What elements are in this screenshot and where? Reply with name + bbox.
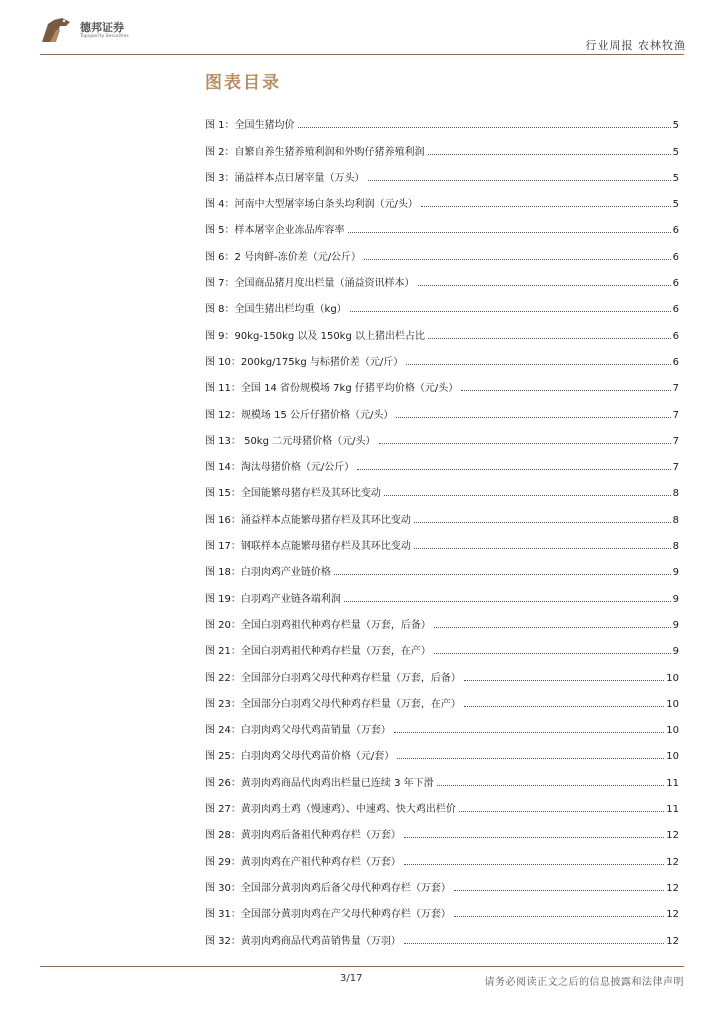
toc-dot-leader [454, 890, 664, 891]
toc-entry-page[interactable]: 6 [672, 225, 679, 237]
toc-entry[interactable] [205, 473, 679, 499]
toc-entry-label[interactable]: 图 18：白羽肉鸡产业链价格 [205, 567, 331, 579]
toc-entry-label[interactable]: 图 16：涌益样本点能繁母猪存栏及其环比变动 [205, 514, 411, 526]
report-category: 行业周报 农林牧渔 [585, 39, 686, 52]
toc-entry-label[interactable]: 图 2：自繁自养生猪养殖利润和外购仔猪养殖利润 [205, 146, 425, 158]
toc-entry[interactable] [205, 631, 679, 657]
toc-entry[interactable] [205, 605, 679, 631]
toc-entry[interactable] [205, 868, 679, 894]
toc-entry[interactable] [205, 105, 679, 131]
toc-entry-label[interactable]: 图 32：黄羽肉鸡商品代鸡苗销售量（万羽） [205, 935, 401, 947]
toc-entry[interactable] [205, 131, 679, 157]
toc-entry-page[interactable]: 6 [672, 278, 679, 290]
toc-entry-label[interactable]: 图 20：全国白羽鸡祖代种鸡存栏量（万套，后备） [205, 619, 431, 631]
toc-entry-label[interactable]: 图 25：白羽肉鸡父母代鸡苗价格（元/套） [205, 751, 395, 763]
toc-dot-leader [421, 206, 671, 207]
toc-entry-label[interactable]: 图 10：200kg/175kg 与标猪价差（元/斤） [205, 356, 404, 368]
toc-dot-leader [459, 811, 664, 812]
toc-entry-page[interactable]: 12 [666, 856, 679, 868]
toc-dot-leader [437, 785, 665, 786]
footer-disclaimer: 请务必阅读正文之后的信息披露和法律声明 [484, 977, 684, 988]
toc-dot-leader [334, 574, 671, 575]
toc-entry-page[interactable]: 12 [666, 909, 679, 921]
toc-entry-page[interactable]: 7 [672, 383, 679, 395]
toc-dot-leader [298, 127, 671, 128]
toc-entry-label[interactable]: 图 1：全国生猪均价 [205, 120, 295, 132]
toc-entry[interactable] [205, 657, 679, 683]
toc-entry-page[interactable]: 7 [672, 462, 679, 474]
toc-entry[interactable] [205, 342, 679, 368]
header-divider [40, 54, 684, 55]
toc-dot-leader [428, 338, 671, 339]
horse-logo-icon [40, 16, 74, 44]
toc-entry-label[interactable]: 图 8：全国生猪出栏均重（kg） [205, 304, 347, 316]
toc-entry-label[interactable]: 图 29：黄羽肉鸡在产祖代种鸡存栏（万套） [205, 856, 401, 868]
toc-dot-leader [464, 706, 664, 707]
toc-entry[interactable] [205, 526, 679, 552]
page-number: 3/17 [340, 973, 363, 984]
toc-entry[interactable] [205, 158, 679, 184]
toc-entry-label[interactable]: 图 3：涌益样本点日屠宰量（万头） [205, 172, 365, 184]
toc-entry-label[interactable]: 图 15：全国能繁母猪存栏及其环比变动 [205, 488, 381, 500]
toc-entry-label[interactable]: 图 19：白羽鸡产业链各端利润 [205, 593, 341, 605]
page-header [0, 0, 724, 60]
toc-entry-page[interactable]: 8 [672, 514, 679, 526]
toc-entry-page[interactable]: 11 [666, 804, 679, 816]
toc-entry[interactable] [205, 894, 679, 920]
toc-entry-page[interactable]: 5 [672, 199, 679, 211]
toc-entry[interactable] [205, 289, 679, 315]
toc-dot-leader [368, 180, 671, 181]
toc-entry-label[interactable]: 图 21：全国白羽鸡祖代种鸡存栏量（万套，在产） [205, 646, 431, 658]
toc-entry-page[interactable]: 10 [666, 698, 679, 710]
toc-dot-leader [384, 495, 671, 496]
footer-divider [40, 966, 684, 967]
toc-dot-leader [404, 837, 664, 838]
toc-entry-page[interactable]: 8 [672, 541, 679, 553]
toc-dot-leader [404, 943, 664, 944]
toc-entry-label[interactable]: 图 28：黄羽肉鸡后备祖代种鸡存栏（万套） [205, 830, 401, 842]
toc-entry-page[interactable]: 11 [666, 777, 679, 789]
toc-dot-leader [434, 653, 671, 654]
toc-entry[interactable] [205, 578, 679, 604]
toc-entry[interactable] [205, 315, 679, 341]
toc-dot-leader [418, 285, 671, 286]
toc-dot-leader [379, 443, 671, 444]
toc-entry-label[interactable]: 图 24：白羽肉鸡父母代鸡苗销量（万套） [205, 725, 391, 737]
logo-chinese-name: 德邦证券 [80, 20, 124, 34]
toc-dot-leader [414, 522, 671, 523]
toc-entry[interactable] [205, 447, 679, 473]
toc-entry-page[interactable]: 12 [666, 935, 679, 947]
toc-dot-leader [464, 680, 664, 681]
toc-entry-label[interactable]: 图 11：全国 14 省份规模场 7kg 仔猪平均价格（元/头） [205, 383, 459, 395]
toc-entry-label[interactable]: 图 30：全国部分黄羽肉鸡后备父母代种鸡存栏（万套） [205, 882, 451, 894]
toc-dot-leader [454, 916, 664, 917]
toc-dot-leader [364, 259, 671, 260]
toc-dot-leader [396, 417, 670, 418]
toc-dot-leader [397, 758, 664, 759]
toc-entry-page[interactable]: 10 [666, 751, 679, 763]
toc-entry-label[interactable]: 图 4：河南中大型屠宰场白条头均利润（元/头） [205, 199, 418, 211]
toc-entry-page[interactable]: 9 [672, 593, 679, 605]
toc-entry-page[interactable]: 5 [672, 172, 679, 184]
toc-entry-page[interactable]: 10 [666, 672, 679, 684]
toc-dot-leader [344, 601, 671, 602]
toc-entry[interactable] [205, 815, 679, 841]
toc-entry-label[interactable]: 图 22：全国部分白羽鸡父母代种鸡存栏量（万套，后备） [205, 672, 461, 684]
toc-entry[interactable] [205, 368, 679, 394]
toc-entry-page[interactable]: 7 [672, 409, 679, 421]
toc-dot-leader [461, 390, 670, 391]
toc-entry-label[interactable]: 图 7：全国商品猪月度出栏量（涌益资讯样本） [205, 278, 415, 290]
toc-title: 图表目录 [205, 73, 281, 93]
toc-entry-label[interactable]: 图 14：淘汰母猪价格（元/公斤） [205, 462, 355, 474]
toc-entry-page[interactable]: 6 [672, 251, 679, 263]
toc-entry-page[interactable]: 9 [672, 567, 679, 579]
toc-entry[interactable] [205, 710, 679, 736]
toc-entry-label[interactable]: 图 23：全国部分白羽鸡父母代种鸡存栏量（万套，在产） [205, 698, 461, 710]
toc-entry-label[interactable]: 图 17：钢联样本点能繁母猪存栏及其环比变动 [205, 541, 411, 553]
toc-entry-label[interactable]: 图 26：黄羽肉鸡商品代肉鸡出栏量已连续 3 年下滑 [205, 777, 434, 789]
toc-entry-label[interactable]: 图 5：样本屠宰企业冻品库容率 [205, 225, 345, 237]
toc-entry-page[interactable]: 12 [666, 882, 679, 894]
toc-entry-page[interactable]: 8 [672, 488, 679, 500]
toc-entry[interactable] [205, 736, 679, 762]
toc-entry-page[interactable]: 9 [672, 646, 679, 658]
toc-dot-leader [350, 311, 671, 312]
company-logo [40, 16, 129, 44]
toc-entry-label[interactable]: 图 13： 50kg 二元母猪价格（元/头） [205, 435, 376, 447]
toc-entry-page[interactable]: 12 [666, 830, 679, 842]
toc-list [205, 105, 679, 947]
toc-entry[interactable] [205, 210, 679, 236]
toc-dot-leader [394, 732, 664, 733]
toc-entry[interactable] [205, 421, 679, 447]
toc-dot-leader [404, 864, 664, 865]
toc-entry-label[interactable]: 图 27：黄羽肉鸡土鸡（慢速鸡）、中速鸡、快大鸡出栏价 [205, 804, 456, 816]
toc-entry[interactable] [205, 263, 679, 289]
toc-entry[interactable] [205, 552, 679, 578]
toc-entry-label[interactable]: 图 31：全国部分黄羽肉鸡在产父母代种鸡存栏（万套） [205, 909, 451, 921]
toc-entry[interactable] [205, 184, 679, 210]
toc-dot-leader [357, 469, 670, 470]
toc-entry[interactable] [205, 499, 679, 525]
toc-dot-leader [434, 627, 671, 628]
toc-entry-page[interactable]: 10 [666, 725, 679, 737]
toc-entry-page[interactable]: 7 [672, 435, 679, 447]
toc-entry-page[interactable]: 5 [672, 120, 679, 132]
toc-entry-page[interactable]: 5 [672, 146, 679, 158]
toc-entry[interactable] [205, 236, 679, 262]
toc-entry-page[interactable]: 6 [672, 356, 679, 368]
toc-entry-label[interactable]: 图 12：规模场 15 公斤仔猪价格（元/头） [205, 409, 394, 421]
toc-entry-page[interactable]: 6 [672, 330, 679, 342]
toc-entry-page[interactable]: 6 [672, 304, 679, 316]
toc-dot-leader [348, 232, 671, 233]
logo-english-name: Topsperity Securities [80, 33, 129, 39]
toc-entry[interactable] [205, 920, 679, 946]
toc-entry-label[interactable]: 图 9：90kg-150kg 以及 150kg 以上猪出栏占比 [205, 330, 425, 342]
toc-entry-page[interactable]: 9 [672, 619, 679, 631]
toc-entry[interactable] [205, 762, 679, 788]
toc-entry[interactable] [205, 684, 679, 710]
toc-entry[interactable] [205, 789, 679, 815]
toc-dot-leader [414, 548, 671, 549]
toc-entry-label[interactable]: 图 6：2 号肉鲜-冻价差（元/公斤） [205, 251, 362, 263]
toc-entry[interactable] [205, 841, 679, 867]
toc-dot-leader [428, 154, 671, 155]
toc-dot-leader [406, 364, 670, 365]
toc-entry[interactable] [205, 394, 679, 420]
